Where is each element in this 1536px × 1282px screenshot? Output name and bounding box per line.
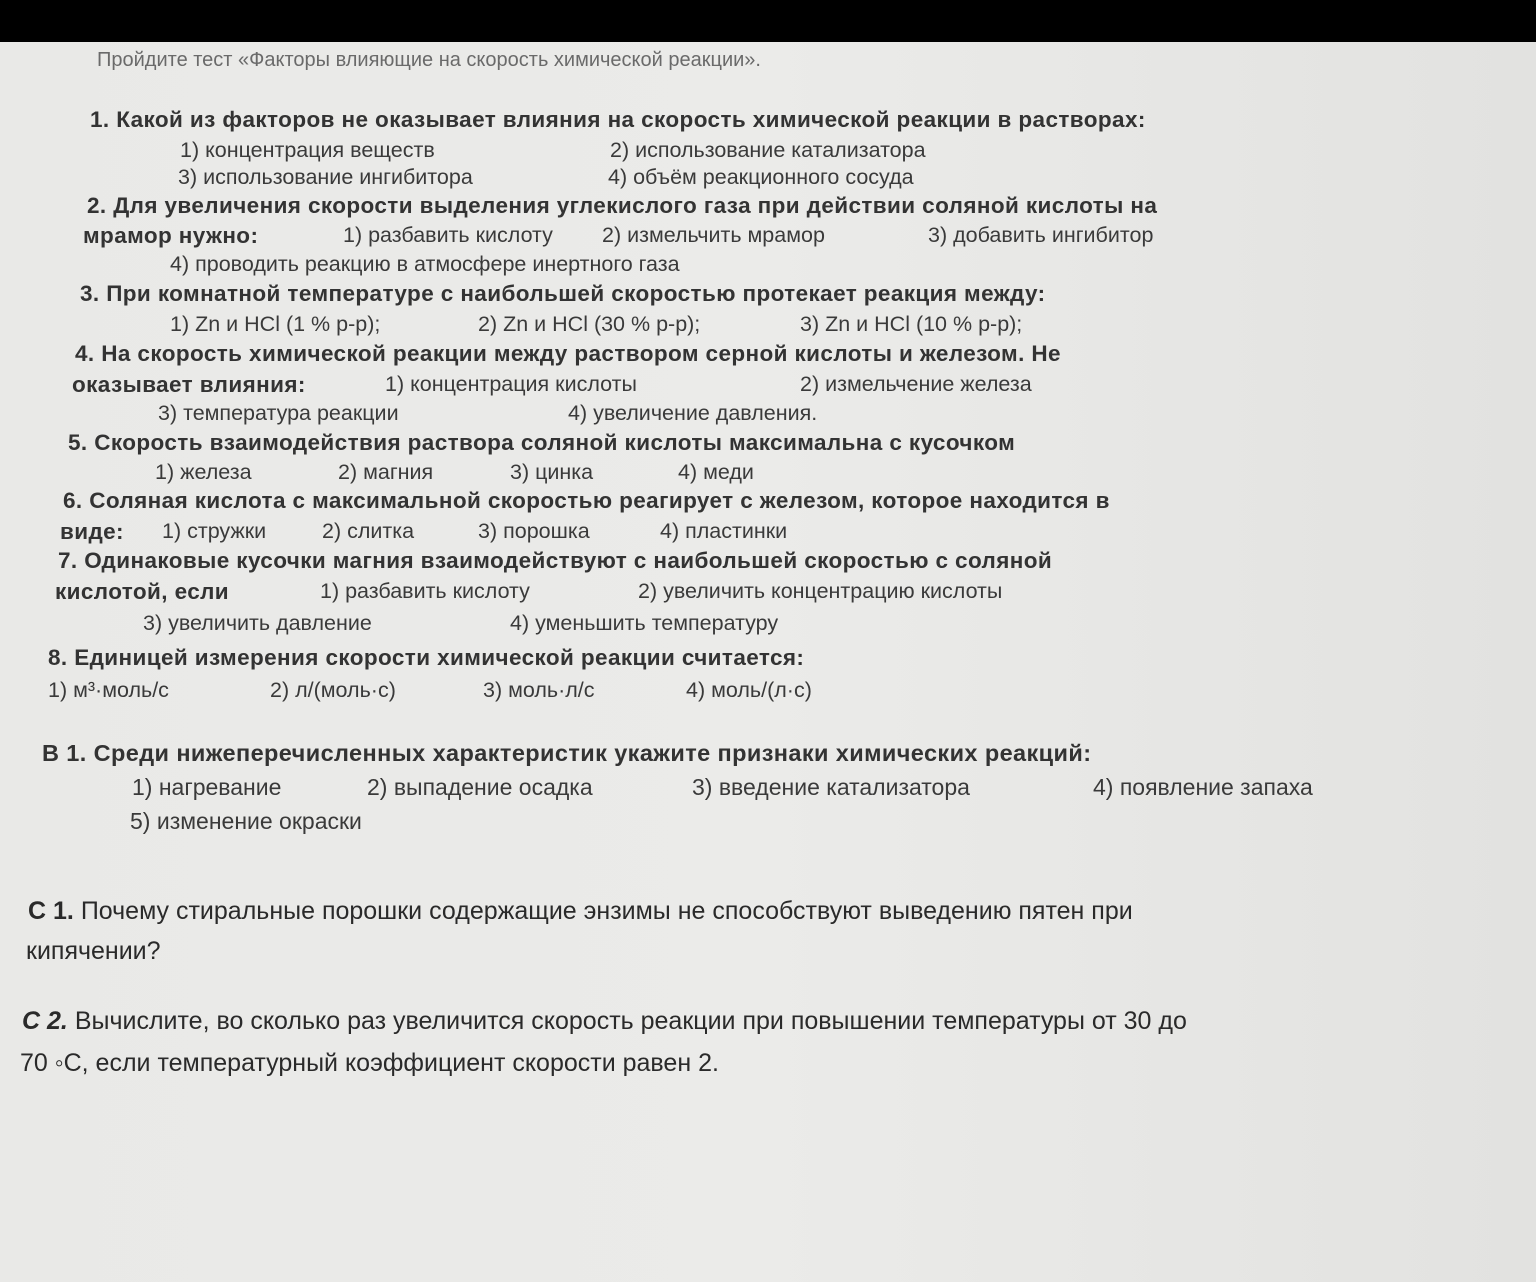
b1-option-4: 4) появление запаха (1093, 774, 1313, 800)
q5-option-2: 2) магния (338, 460, 434, 484)
q3-question: 3. При комнатной температуре с наибольшей скоростью протекает реакция между: (80, 281, 1046, 306)
q6-question-end: виде: (60, 519, 124, 544)
b1-question: В 1. Среди нижеперечисленных характеристик укажите признаки химических реакций: (42, 740, 1092, 766)
q4-option-1: 1) концентрация кислоты (385, 372, 637, 396)
q7-option-1: 1) разбавить кислоту (320, 579, 530, 603)
b1-option-5: 5) изменение окраски (130, 808, 362, 834)
q5-question: 5. Скорость взаимодействия раствора соляной кислоты максимальна с кусочком (68, 430, 1016, 455)
q8-option-3: 3) моль·л/с (483, 678, 595, 702)
c1-line-2: кипячении? (26, 937, 161, 965)
c2-text: Вычислите, во сколько раз увеличится скорость реакции при повышении температуры от 30 до (74, 1007, 1187, 1035)
q5-option-1: 1) железа (155, 460, 252, 484)
q1-option-2: 2) использование катализатора (610, 138, 926, 162)
q2-question-end: мрамор нужно: (83, 223, 259, 248)
q8-option-4: 4) моль/(л·с) (686, 678, 812, 702)
q2-option-2: 2) измельчить мрамор (602, 223, 825, 247)
q4-option-2: 2) измельчение железа (800, 372, 1032, 396)
q5-option-4: 4) меди (678, 460, 754, 484)
q2-question: 2. Для увеличения скорости выделения углекислого газа при действии соляной кислоты на (87, 193, 1158, 218)
q1-option-1: 1) концентрация веществ (180, 138, 435, 162)
q5-option-3: 3) цинка (510, 460, 594, 484)
q7-option-3: 3) увеличить давление (143, 611, 372, 635)
q7-option-2: 2) увеличить концентрацию кислоты (638, 579, 1003, 603)
q6-question: 6. Соляная кислота с максимальной скоростью реагирует с железом, которое находится в (63, 488, 1110, 513)
q7-option-4: 4) уменьшить температуру (510, 611, 779, 635)
q1-option-3: 3) использование ингибитора (178, 165, 473, 189)
c2-line-2: 70 ◦С, если температурный коэффициент скорости равен 2. (20, 1049, 719, 1077)
q8-option-2: 2) л/(моль·с) (270, 678, 396, 702)
q4-option-4: 4) увеличение давления. (568, 401, 818, 425)
q3-option-3: 3) Zn и HCl (10 % р-р); (800, 312, 1023, 336)
q2-option-4: 4) проводить реакцию в атмосфере инертного газа (170, 252, 680, 276)
c2-line-1 (22, 1008, 1187, 1034)
q2-option-1: 1) разбавить кислоту (343, 223, 553, 247)
c1-text: Почему стиральные порошки содержащие энзимы не способствуют выведению пятен при (80, 897, 1133, 925)
q4-option-3: 3) температура реакции (158, 401, 399, 425)
b1-option-1: 1) нагревание (132, 774, 282, 800)
b1-option-3: 3) введение катализатора (692, 774, 970, 800)
q2-option-3: 3) добавить ингибитор (928, 223, 1154, 247)
c1-line-1 (28, 898, 1133, 924)
q4-question: 4. На скорость химической реакции между раствором серной кислоты и железом. Не (75, 341, 1061, 366)
q6-option-4: 4) пластинки (660, 519, 788, 543)
c2-label: С 2. (22, 1007, 68, 1035)
b1-option-2: 2) выпадение осадка (367, 774, 593, 800)
q7-question: 7. Одинаковые кусочки магния взаимодействуют с наибольшей скоростью с соляной (58, 548, 1053, 573)
c1-label: С 1. (28, 897, 74, 925)
q7-question-end: кислотой, если (55, 579, 230, 604)
q6-option-2: 2) слитка (322, 519, 415, 543)
test-intro: Пройдите тест «Факторы влияющие на скорость химической реакции». (97, 49, 761, 71)
q3-option-2: 2) Zn и HCl (30 % р-р); (478, 312, 701, 336)
q3-option-1: 1) Zn и HCl (1 % р-р); (170, 312, 381, 336)
q1-question: 1. Какой из факторов не оказывает влияния на скорость химической реакции в растворах: (90, 107, 1146, 132)
q6-option-1: 1) стружки (162, 519, 267, 543)
q1-option-4: 4) объём реакционного сосуда (608, 165, 914, 189)
q4-question-end: оказывает влияния: (72, 372, 306, 397)
q8-option-1: 1) м³·моль/с (48, 678, 169, 702)
top-black-bar (0, 0, 1536, 42)
q8-question: 8. Единицей измерения скорости химической реакции считается: (48, 645, 805, 670)
q6-option-3: 3) порошка (478, 519, 590, 543)
